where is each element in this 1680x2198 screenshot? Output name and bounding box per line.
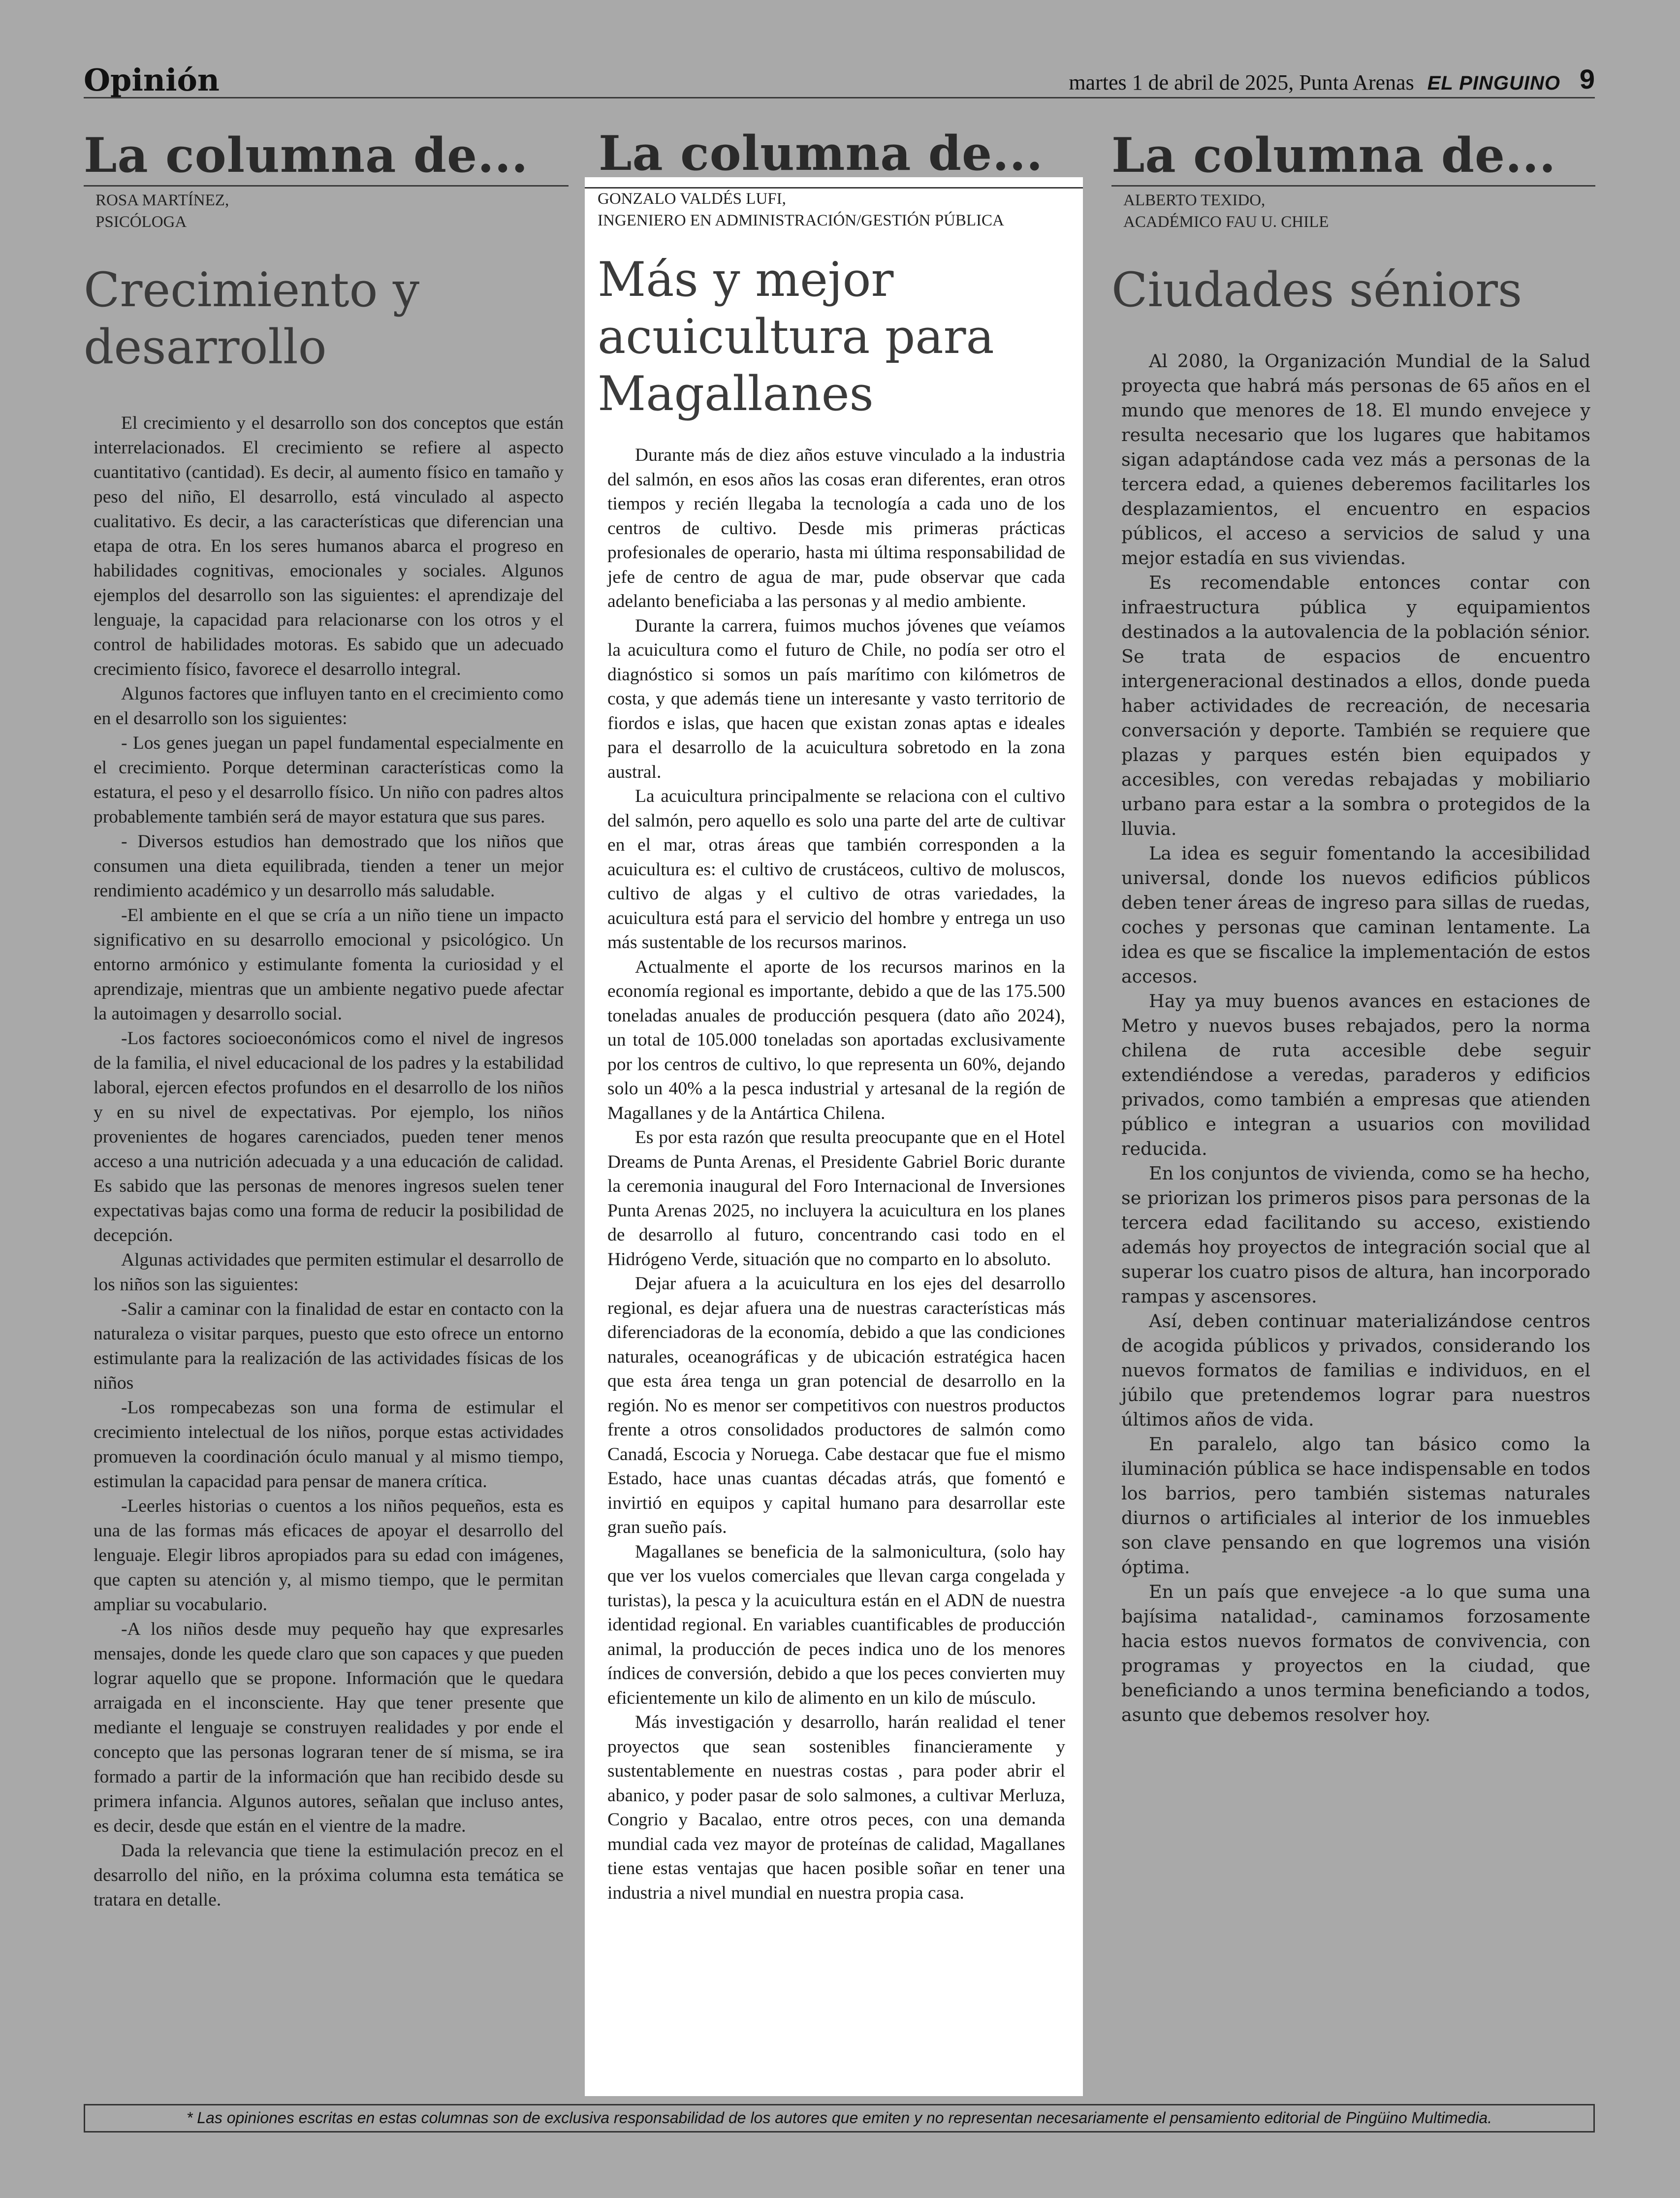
author-role: ACADÉMICO FAU U. CHILE (1123, 213, 1329, 231)
editorial-disclaimer: * Las opiniones escritas en estas columnas son de exclusiva responsabilidad de los autores que emiten y no representan necesariamente el pensamiento editorial de Pingüino Multimedia. (84, 2104, 1595, 2133)
paragraph: En un país que envejece -a lo que suma una bajísima natalidad-, caminamos forzosamente hacia estos nuevos formatos de convivencia, con programas y proyectos en la ciudad, que beneficiando a unos termina beneficiando a todos, asunto que debemos resolver hoy. (1121, 1581, 1590, 1725)
paragraph: Algunos factores que influyen tanto en el crecimiento como en el desarrollo son los siguientes: (94, 684, 564, 729)
article-body (1111, 349, 1595, 1727)
paragraph: La idea es seguir fomentando la accesibilidad universal, donde los nuevos edificios públicos deben tener áreas de ingreso para sillas de ruedas, coches y personas que caminan lentamente. La idea es que se fiscalice la implementación de estos accesos. (1121, 843, 1590, 987)
column-rule (84, 185, 569, 187)
article-headline: Más y mejor acuicultura para Magallanes (598, 252, 994, 421)
author-byline (95, 190, 569, 233)
paragraph: Hay ya muy buenos avances en estaciones de Metro y nuevos buses rebajados, pero la norma chilena de ruta accesible debe seguir extendiéndose a veredas, paraderos y edificios privados, como también a empresas que atienden público e integran a usuarios con movilidad reducida. (1121, 990, 1590, 1159)
paragraph: La acuicultura principalmente se relaciona con el cultivo del salmón, pero aquello es solo una parte del arte de cultivar en el mar, otras áreas que también corresponden a la acuicultura es: el cultivo de crustáceos, cultivo de moluscos, cultivo de algas y el cultivo de otras variedades, la acuicultura está para el servicio del hombre y entrega un uso más sustentable de los recursos marinos. (607, 786, 1065, 953)
article-body (84, 411, 569, 1912)
paragraph: -Leerles historias o cuentos a los niños pequeños, esta es una de las formas más eficaces de apoyar el desarrollo del lenguaje. Elegir libros apropiados para su edad con imágenes, que capten su atención y, al mismo tiempo, que le permitan ampliar su vocabulario. (94, 1496, 564, 1615)
paragraph: -Salir a caminar con la finalidad de estar en contacto con la naturaleza o visitar parques, puesto que esto ofrece un entorno estimulante para la realización de las actividades físicas de los niños (94, 1299, 564, 1393)
page-number: 9 (1579, 64, 1595, 95)
article-headline: Crecimiento y desarrollo (84, 262, 420, 375)
newspaper-logo: EL PINGUINO (1427, 72, 1560, 94)
paragraph: Es recomendable entonces contar con infraestructura pública y equipamientos destinados a la autovalencia de la población sénior. Se trata de espacios de encuentro intergeneracional destinados a ellos, donde pueda haber actividades de recreación, de necesaria conversación y deporte. También se requiere que plazas y parques estén bien equipados y accesibles, con veredas rebajadas y mobiliario urbano para estar a la sombra o protegidos de la lluvia. (1121, 572, 1590, 839)
paragraph: Durante más de diez años estuve vinculado a la industria del salmón, en esos años las cosas eran diferentes, eran otros tiempos y recién llegaba la tecnología a cada uno de los centros de cultivo. Desde mis primeras prácticas profesionales de operario, hasta mi última responsabilidad de jefe de centro de agua de mar, pude observar que cada adelanto beneficiaba a las personas y al medio ambiente. (607, 445, 1065, 611)
paragraph: Dejar afuera a la acuicultura en los ejes del desarrollo regional, es dejar afuera una de nuestras características más diferenciadoras de la economía, debido a que las condiciones naturales, oceanográficas y de ubicación estratégica hacen que esta área tenga un gran potencial de desarrollo en la región. No es menor ser competitivos con nuestros productos frente a otros consolidados productores de salmón como Canadá, Escocia y Noruega. Cabe destacar que fue el mismo Estado, hace unas cuantas décadas atrás, que fomentó e invirtió en equipos y capital humano para desarrollar este gran sueño país. (607, 1274, 1065, 1537)
author-name: ROSA MARTÍNEZ, (95, 191, 229, 209)
section-title: Opinión (84, 62, 220, 98)
column-alberto-texido (1111, 129, 1595, 1727)
author-name: GONZALO VALDÉS LUFI, (598, 190, 786, 208)
column-label: La columna de... (1111, 127, 1556, 183)
author-role: INGENIERO EN ADMINISTRACIÓN/GESTIÓN PÚBLICA (598, 212, 1004, 229)
author-role: PSICÓLOGA (95, 213, 187, 231)
paragraph: Actualmente el aporte de los recursos marinos en la economía regional es importante, debido a que de las 175.500 toneladas anuales de producción pesquera (dato año 2024), un total de 105.000 toneladas son aportadas exclusivamente por los centros de cultivo, lo que representa un 60%, dejando solo un 40% a la pesca industrial y artesanal de la región de Magallanes y de la Antártica Chilena. (607, 956, 1065, 1123)
paragraph: -Los factores socioeconómicos como el nivel de ingresos de la familia, el nivel educacional de los padres y la estabilidad laboral, ejercen efectos profundos en el desarrollo de los niños y en su nivel de expectativas. Por ejemplo, los niños provenientes de hogares carenciados, pueden tener menos acceso a una nutrición adecuada y a una educación de calidad. Es sabido que las personas de menores ingresos suelen tener expectativas bajas como una forma de reducir la posibilidad de decepción. (94, 1028, 564, 1245)
paragraph: Dada la relevancia que tiene la estimulación precoz en el desarrollo del niño, en la próxima columna esta temática se tratara en detalle. (94, 1841, 564, 1910)
author-byline (1123, 190, 1595, 233)
paragraph: Al 2080, la Organización Mundial de la Salud proyecta que habrá más personas de 65 años en el mundo que menores de 18. El mundo envejece y resulta necesario que los lugares que habitamos sigan adaptándose cada vez más a personas de la tercera edad, a quienes deberemos facilitarles los desplazamientos, el encuentro en espacios públicos, el acceso a servicios de salud y una mejor estadía en sus viviendas. (1121, 350, 1590, 569)
column-label: La columna de... (84, 127, 529, 183)
paragraph: -El ambiente en el que se cría a un niño tiene un impacto significativo en su desarrollo emocional y psicológico. Un entorno armónico y estimulante fomenta la curiosidad y el aprendizaje, mientras que un ambiente negativo puede afectar la autoimagen y desarrollo social. (94, 905, 564, 1024)
paragraph: Durante la carrera, fuimos muchos jóvenes que veíamos la acuicultura como el futuro de Chile, no podía ser otro el diagnóstico si somos un país marítimo con kilómetros de costa, y que además tiene un interesante y vasto territorio de fiordos e islas, que hacen que existan zonas aptas e ideales para el desarrollo de la acuicultura sobretodo en la zona austral. (607, 615, 1065, 782)
article-body (607, 443, 1065, 1905)
paragraph: -A los niños desde muy pequeño hay que expresarles mensajes, donde les quede claro que son capaces y que pueden lograr aquello que se propone. Información que le quedara arraigada en el inconsciente. Hay que tener presente que mediante el lenguaje se construyen realidades y por ende el concepto que las personas lograran tener de sí misma, se ira formado a partir de la información que han recibido desde su primera infancia. Algunos autores, señalan que incluso antes, es decir, desde que están en el vientre de la madre. (94, 1619, 564, 1836)
article-headline: Ciudades séniors (1111, 262, 1522, 318)
paragraph: Más investigación y desarrollo, harán realidad el tener proyectos que sean sostenibles financieramente y sustentablemente en nuestras costas , para poder abrir el abanico, y poder pasar de solo salmones, a cultivar Merluza, Congrio y Bacalao, entre otros peces, con una demanda mundial cada vez mayor de proteínas de calidad, Magallanes tiene estas ventajas que hacen posible soñar en tener una industria a nivel mundial en nuestra propia casa. (607, 1712, 1065, 1903)
column-rule (1111, 185, 1595, 187)
column-gonzalo-valdes (585, 126, 1083, 2096)
paragraph: -Los rompecabezas son una forma de estimular el crecimiento intelectual de los niños, porque estas actividades promueven la coordinación óculo manual y al mismo tiempo, estimulan la capacidad para pensar de manera crítica. (94, 1398, 564, 1492)
paragraph: Es por esta razón que resulta preocupante que en el Hotel Dreams de Punta Arenas, el Presidente Gabriel Boric durante la ceremonia inaugural del Foro Internacional de Inversiones Punta Arenas 2025, no incluyera la acuicultura en los planes de desarrollo al futuro, concentrando casi todo en el Hidrógeno Verde, situación que no comparto en lo absoluto. (607, 1127, 1065, 1270)
paragraph: Así, deben continuar materializándose centros de acogida públicos y privados, considerando los nuevos formatos de familias e individuos, en el júbilo que pretendemos lograr para nuestros últimos años de vida. (1121, 1310, 1590, 1430)
page-header (84, 58, 1595, 98)
paragraph: Algunas actividades que permiten estimular el desarrollo de los niños son las siguientes: (94, 1250, 564, 1295)
date-location: martes 1 de abril de 2025, Punta Arenas (1069, 70, 1414, 95)
column-label: La columna de... (599, 126, 1044, 181)
dateline (1069, 70, 1560, 95)
paragraph: En los conjuntos de vivienda, como se ha hecho, se priorizan los primeros pisos para personas de la tercera edad facilitando su acceso, existiendo además hoy proyectos de integración social que al superar los cuatro pisos de altura, han incorporado rampas y ascensores. (1121, 1163, 1590, 1307)
paragraph: - Diversos estudios han demostrado que los niños que consumen una dieta equilibrada, tienden a tener un mejor rendimiento académico y un desarrollo más saludable. (94, 831, 564, 901)
paragraph: El crecimiento y el desarrollo son dos conceptos que están interrelacionados. El crecimiento se refiere al aspecto cuantitativo (cantidad). Es decir, al aumento físico en tamaño y peso del niño, El desarrollo, está vinculado al aspecto cualitativo. Es decir, a las características que diferencian una etapa de otra. En los seres humanos abarca el progreso en habilidades cognitivas, emocionales y sociales. Algunos ejemplos del desarrollo son las siguientes: el aprendizaje del lenguaje, la capacidad para relacionarse con los otros y el control de habilidades motoras. Es sabido que un adecuado crecimiento físico, favorece el desarrollo integral. (94, 413, 564, 679)
paragraph: - Los genes juegan un papel fundamental especialmente en el crecimiento. Porque determinan características como la estatura, el peso y el desarrollo físico. Un niño con padres altos probablemente también será de mayor estatura que sus pares. (94, 733, 564, 827)
paragraph: Magallanes se beneficia de la salmonicultura, (solo hay que ver los vuelos comerciales que llevan carga congelada y turistas), la pesca y la acuicultura están en el ADN de nuestra identidad regional. En variables cuantificables de producción animal, la producción de peces indica uno de los menores índices de conversión, debido a que los peces convierten muy eficientemente un kilo de alimento en un kilo de músculo. (607, 1541, 1065, 1708)
author-name: ALBERTO TEXIDO, (1123, 191, 1266, 209)
paragraph: En paralelo, algo tan básico como la iluminación pública se hace indispensable en todos los barrios, pero también sistemas naturales diurnos o artificiales al interior de los inmuebles son clave pensando en que logremos una visión óptima. (1121, 1433, 1590, 1578)
author-byline (598, 188, 1004, 231)
column-rosa-martinez (84, 129, 569, 1912)
